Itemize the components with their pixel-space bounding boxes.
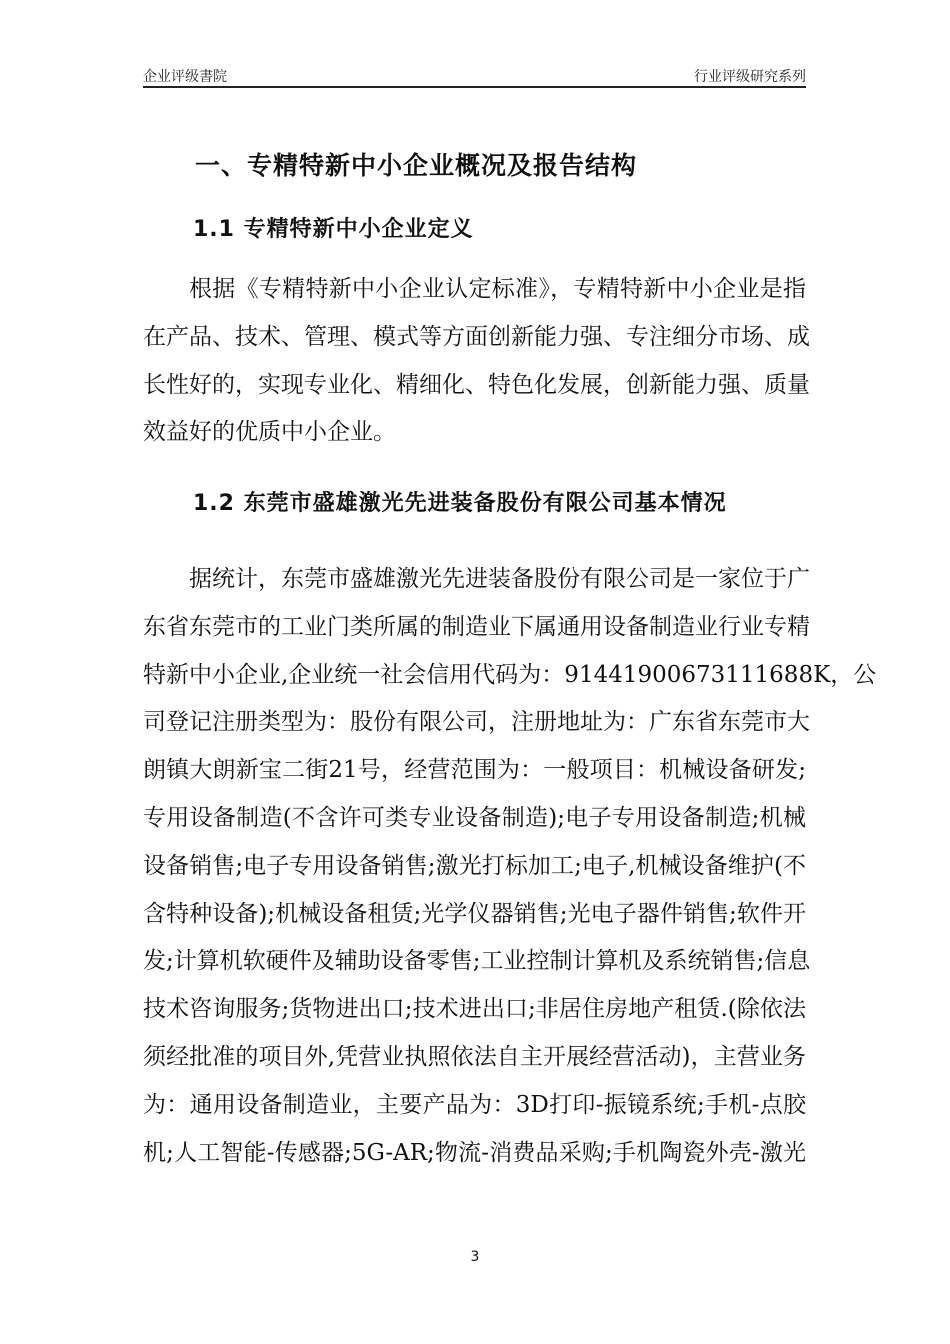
paragraph-line: 含特种设备);机械设备租赁;光学仪器销售;光电子器件销售;软件开 [143,900,806,927]
header-left-title: 企业评级書院 [143,69,227,85]
paragraph-line: 技术咨询服务;货物进出口;技术进出口;非居住房地产租赁.(除依法 [143,996,806,1023]
paragraph-line: 根据《专精特新中小企业认定标准》，专精特新中小企业是指 [189,276,806,302]
paragraph-line: 东省东莞市的工业门类所属的制造业下属通用设备制造业行业专精 [143,613,810,640]
subsection-1-title: 1.1 专精特新中小企业定义 [193,217,474,242]
paragraph-line: 据统计，东莞市盛雄激光先进装备股份有限公司是一家位于广 [189,566,810,592]
paragraph-line: 效益好的优质中小企业。 [143,419,396,446]
definition-paragraph [143,266,810,457]
paragraph-line: 司登记注册类型为：股份有限公司，注册地址为：广东省东莞市大 [143,709,810,736]
company-info-paragraph [143,556,877,1177]
paragraph-line: 须经批准的项目外,凭营业执照依法自主开展经营活动)，主营业务 [143,1043,806,1070]
paragraph-line: 朗镇大朗新宝二街21号，经营范围为：一般项目：机械设备研发; [143,757,806,784]
paragraph-line: 发;计算机软硬件及辅助设备零售;工业控制计算机及系统销售;信息 [143,948,811,975]
section-title: 一、专精特新中小企业概况及报告结构 [195,151,638,180]
paragraph-line: 专用设备制造(不含许可类专业设备制造);电子专用设备制造;机械 [143,804,806,831]
page-number: 3 [470,1249,480,1265]
subsection-2-title: 1.2 东莞市盛雄激光先进装备股份有限公司基本情况 [193,491,727,516]
paragraph-line: 机;人工智能-传感器;5G-AR;物流-消费品采购;手机陶瓷外壳-激光 [143,1139,806,1166]
paragraph-line: 长性好的，实现专业化、精细化、特色化发展，创新能力强、质量 [143,371,810,398]
paragraph-line: 在产品、技术、管理、模式等方面创新能力强、专注细分市场、成 [143,323,810,350]
paragraph-line: 特新中小企业,企业统一社会信用代码为：91441900673111688K，公 [143,661,877,688]
header-divider [143,86,806,88]
paragraph-line: 设备销售;电子专用设备销售;激光打标加工;电子,机械设备维护(不 [143,852,806,879]
header-right-title: 行业评级研究系列 [694,69,806,85]
paragraph-line: 为：通用设备制造业，主要产品为：3D打印-振镜系统;手机-点胶 [143,1091,806,1118]
